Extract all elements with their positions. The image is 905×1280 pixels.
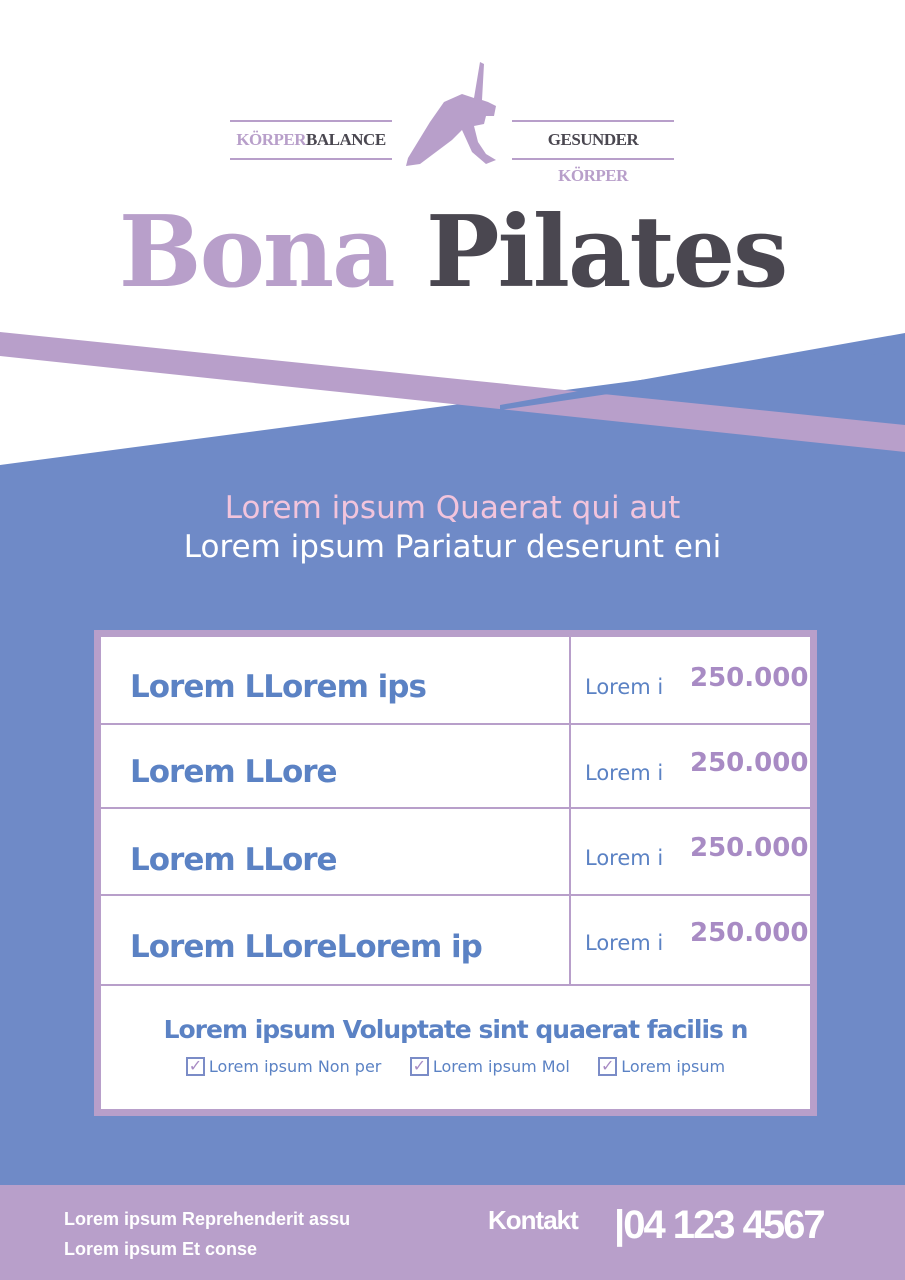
course-name: Lorem LLore bbox=[130, 754, 337, 790]
tag-part: GESUNDER bbox=[547, 130, 639, 149]
price-value: 250.000 bbox=[690, 918, 809, 948]
price-value: 250.000 bbox=[690, 663, 809, 693]
price-row bbox=[101, 724, 810, 809]
price-label: Lorem i bbox=[585, 931, 664, 955]
yoga-figure-icon bbox=[400, 60, 500, 170]
footer bbox=[0, 1185, 905, 1280]
tag-part: BALANCE bbox=[306, 130, 386, 149]
price-value: 250.000 bbox=[690, 748, 809, 778]
price-table bbox=[94, 630, 817, 1116]
checkbox-icon: ✓ bbox=[410, 1057, 429, 1076]
feature-item bbox=[410, 1057, 570, 1076]
feature-label: Lorem ipsum bbox=[621, 1057, 726, 1076]
title-pilates: Pilates bbox=[425, 195, 787, 310]
price-row bbox=[101, 637, 810, 725]
tag-gesunder-koerper bbox=[512, 120, 674, 185]
footer-line-2: Lorem ipsum Et conse bbox=[64, 1239, 258, 1259]
feature-label: Lorem ipsum Non per bbox=[208, 1057, 382, 1076]
intro-line-1: Lorem ipsum Quaerat qui aut bbox=[224, 490, 681, 526]
tag-part: KÖRPER bbox=[558, 166, 628, 185]
price-label: Lorem i bbox=[585, 675, 664, 699]
page-title bbox=[0, 195, 905, 310]
tag-koerperbalance bbox=[230, 120, 392, 160]
course-name: Lorem LLore bbox=[130, 842, 337, 878]
phone-number[interactable]: |04 123 4567 bbox=[614, 1203, 824, 1247]
price-label: Lorem i bbox=[585, 846, 664, 870]
features-list bbox=[101, 1057, 810, 1076]
tag-part: KÖRPER bbox=[236, 130, 307, 149]
course-name: Lorem LLorem ips bbox=[130, 669, 426, 705]
feature-item bbox=[598, 1057, 725, 1076]
feature-item bbox=[186, 1057, 381, 1076]
price-label: Lorem i bbox=[585, 761, 664, 785]
checkbox-icon: ✓ bbox=[186, 1057, 205, 1076]
price-row bbox=[101, 808, 810, 896]
title-bona: Bona bbox=[118, 195, 394, 310]
checkbox-icon: ✓ bbox=[598, 1057, 617, 1076]
course-name: Lorem LLoreLorem ip bbox=[130, 929, 482, 965]
price-row bbox=[101, 895, 810, 986]
feature-label: Lorem ipsum Mol bbox=[432, 1057, 570, 1076]
contact-label: Kontakt bbox=[488, 1205, 578, 1235]
features-heading: Lorem ipsum Voluptate sint quaerat facilis n bbox=[163, 1015, 748, 1044]
footer-line-1: Lorem ipsum Reprehenderit assu bbox=[64, 1209, 351, 1229]
price-value: 250.000 bbox=[690, 833, 809, 863]
intro-line-2: Lorem ipsum Pariatur deserunt eni bbox=[183, 529, 722, 565]
